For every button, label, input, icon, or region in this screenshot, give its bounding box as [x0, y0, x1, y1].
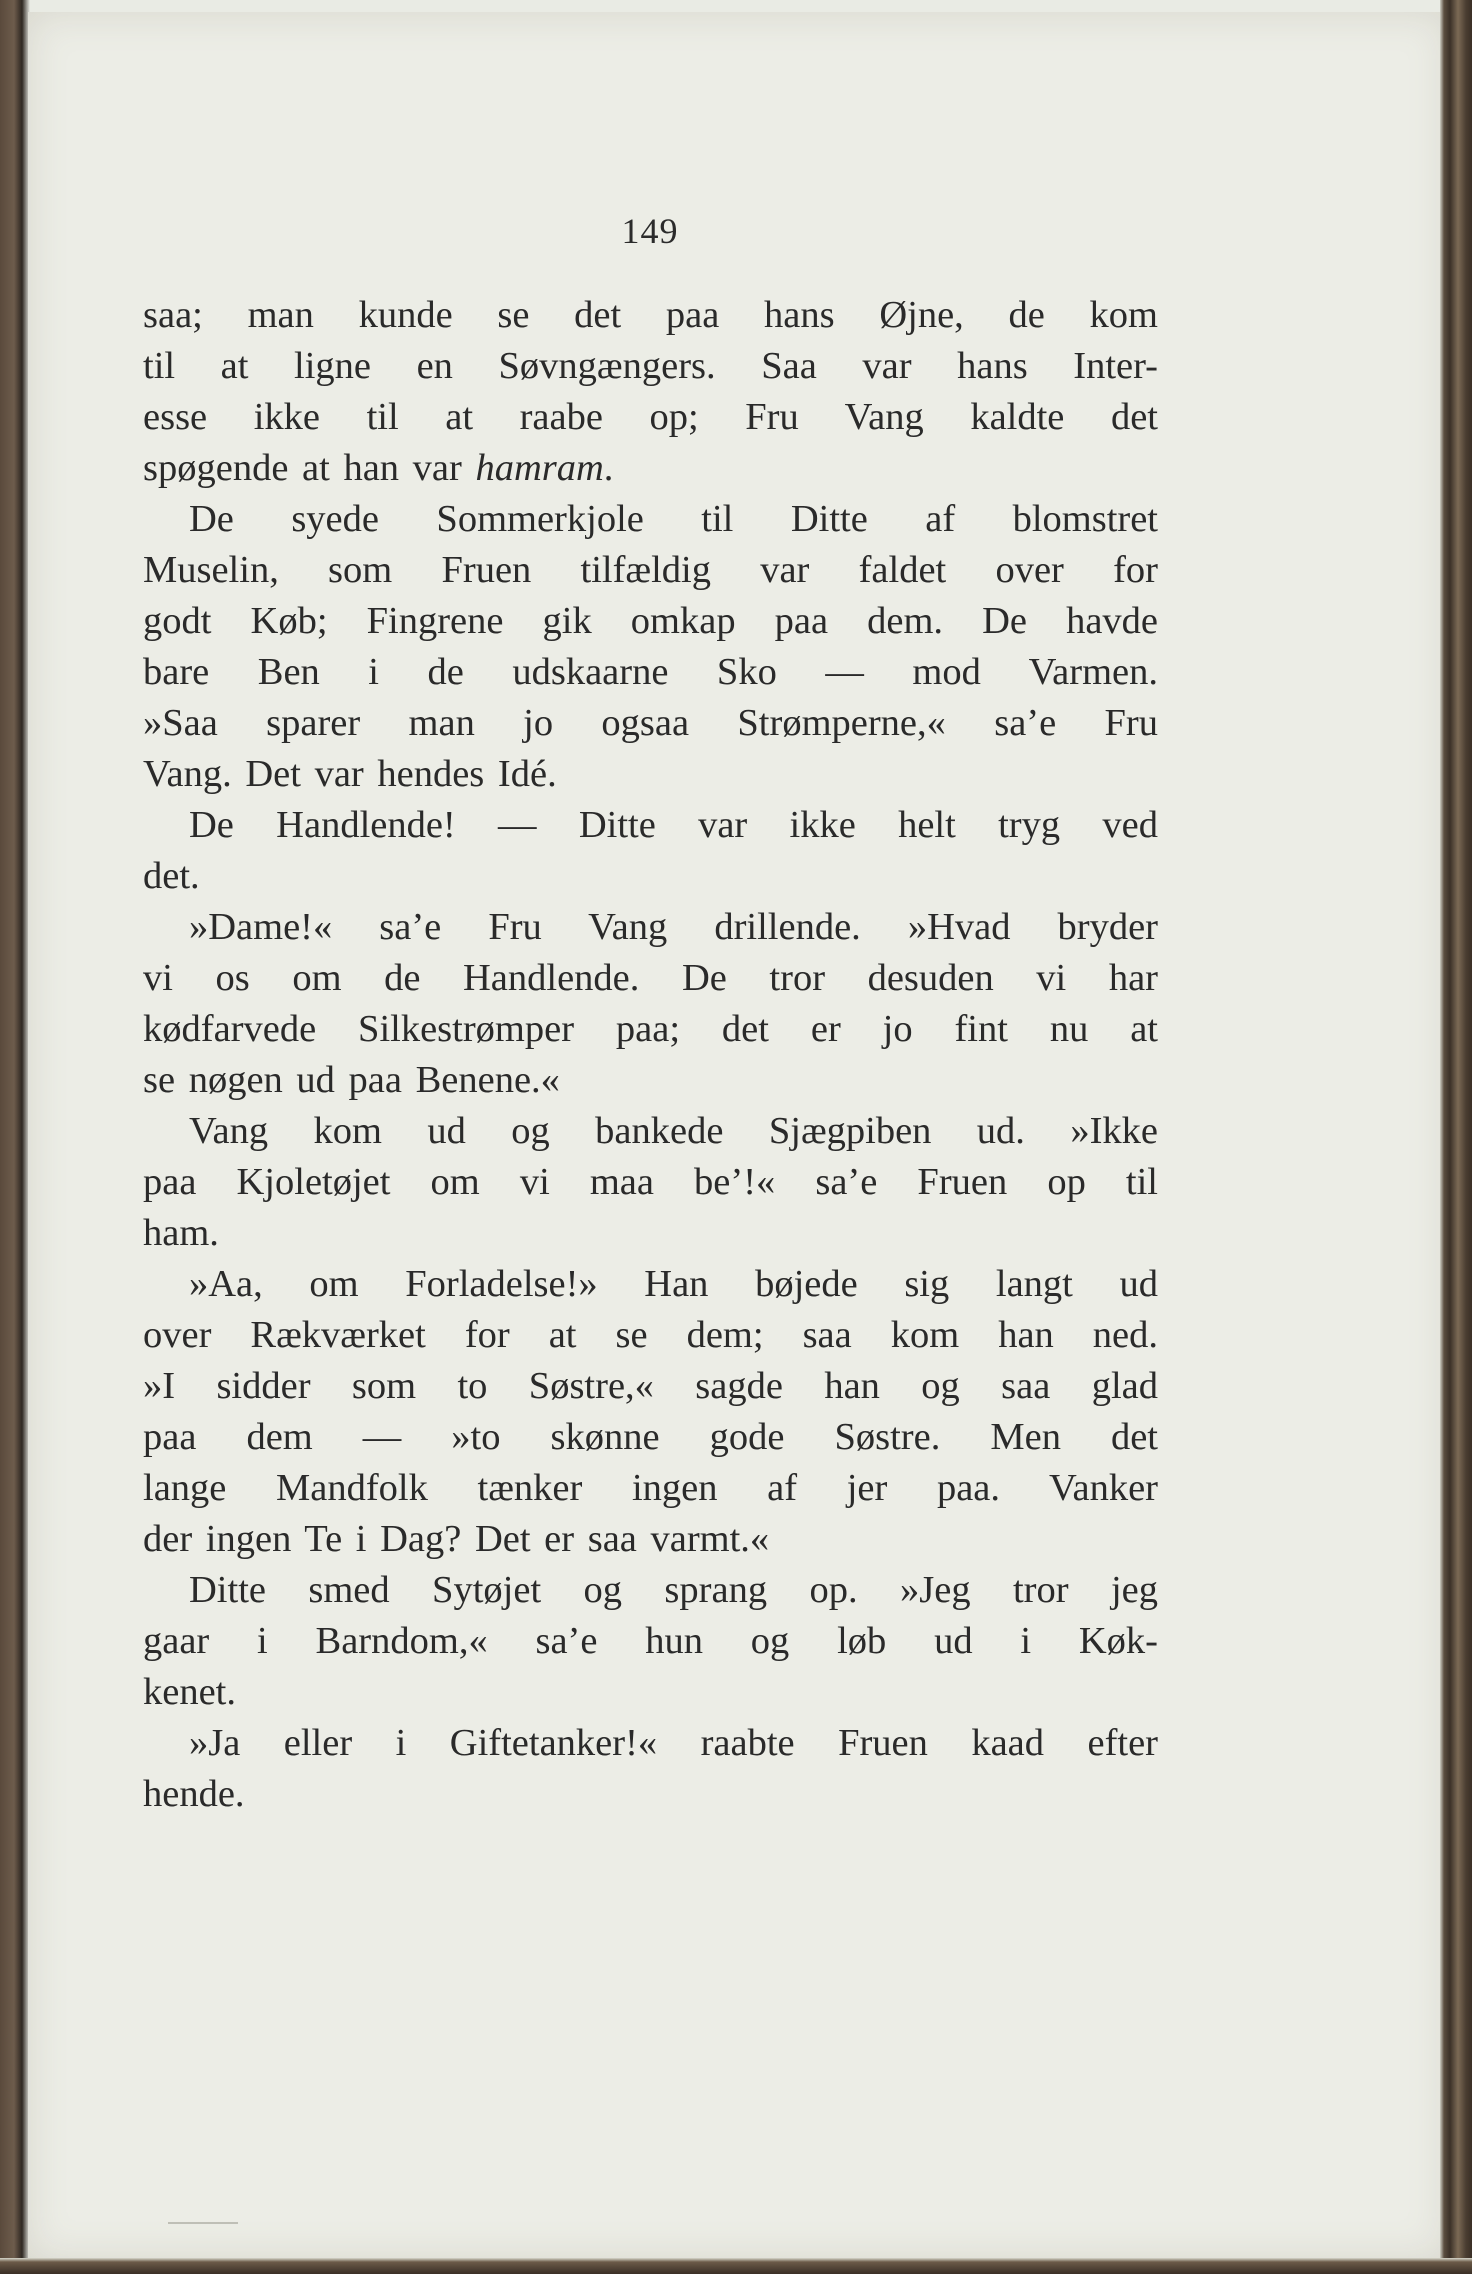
text-line: lange Mandfolk tænker ingen af jer paa. Vanker	[143, 1467, 1158, 1509]
text-line: det.	[143, 855, 200, 897]
text-line: bare Ben i de udskaarne Sko — mod Varmen.	[143, 651, 1158, 693]
text-line: gaar i Barndom,« sa’e hun og løb ud i Køk-	[143, 1620, 1158, 1662]
text-line: »Aa, om Forladelse!» Han bøjede sig langt ud	[189, 1263, 1158, 1305]
paper-mark	[168, 2222, 238, 2224]
text-line: Ditte smed Sytøjet og sprang op. »Jeg tror jeg	[189, 1569, 1158, 1611]
text-line: hende.	[143, 1773, 245, 1815]
text-line	[143, 443, 1158, 494]
text-line: Vang kom ud og bankede Sjægpiben ud. »Ikke	[189, 1110, 1158, 1152]
text-line: De syede Sommerkjole til Ditte af blomstret	[189, 498, 1158, 540]
book-spine-edge	[1440, 0, 1472, 2274]
text-line: paa dem — »to skønne gode Søstre. Men det	[143, 1416, 1158, 1458]
text-line: se nøgen ud paa Benene.«	[143, 1059, 560, 1101]
text-line: esse ikke til at raabe op; Fru Vang kaldte det	[143, 396, 1158, 438]
text-line: »Ja eller i Giftetanker!« raabte Fruen kaad efter	[189, 1722, 1158, 1764]
text-line: Vang. Det var hendes Idé.	[143, 753, 557, 795]
text-segment: .	[603, 447, 614, 489]
body-text	[143, 290, 1158, 1820]
text-line: kødfarvede Silkestrømper paa; det er jo fint nu at	[143, 1008, 1158, 1050]
text-line: kenet.	[143, 1671, 236, 1713]
text-line: der ingen Te i Dag? Det er saa varmt.«	[143, 1518, 770, 1560]
book-bottom-edge	[0, 2258, 1472, 2274]
text-line: ham.	[143, 1212, 219, 1254]
text-line: »Dame!« sa’e Fru Vang drillende. »Hvad bryder	[189, 906, 1158, 948]
text-line: saa; man kunde se det paa hans Øjne, de kom	[143, 294, 1158, 336]
italic-word: hamram	[475, 447, 604, 489]
text-line: »I sidder som to Søstre,« sagde han og saa glad	[143, 1365, 1158, 1407]
text-line: paa Kjoletøjet om vi maa be’!« sa’e Fruen op til	[143, 1161, 1158, 1203]
page-number: 149	[621, 211, 679, 251]
text-line: »Saa sparer man jo ogsaa Strømperne,« sa’e Fru	[143, 702, 1158, 744]
text-line: til at ligne en Søvngængers. Saa var hans Inter-	[143, 345, 1158, 387]
text-line: De Handlende! — Ditte var ikke helt tryg ved	[189, 804, 1158, 846]
text-segment: spøgende at han var	[143, 447, 476, 489]
text-line: over Rækværket for at se dem; saa kom han ned.	[143, 1314, 1158, 1356]
text-line: vi os om de Handlende. De tror desuden vi har	[143, 957, 1158, 999]
text-line: Muselin, som Fruen tilfældig var faldet over for	[143, 549, 1158, 591]
text-line: godt Køb; Fingrene gik omkap paa dem. De havde	[143, 600, 1158, 642]
